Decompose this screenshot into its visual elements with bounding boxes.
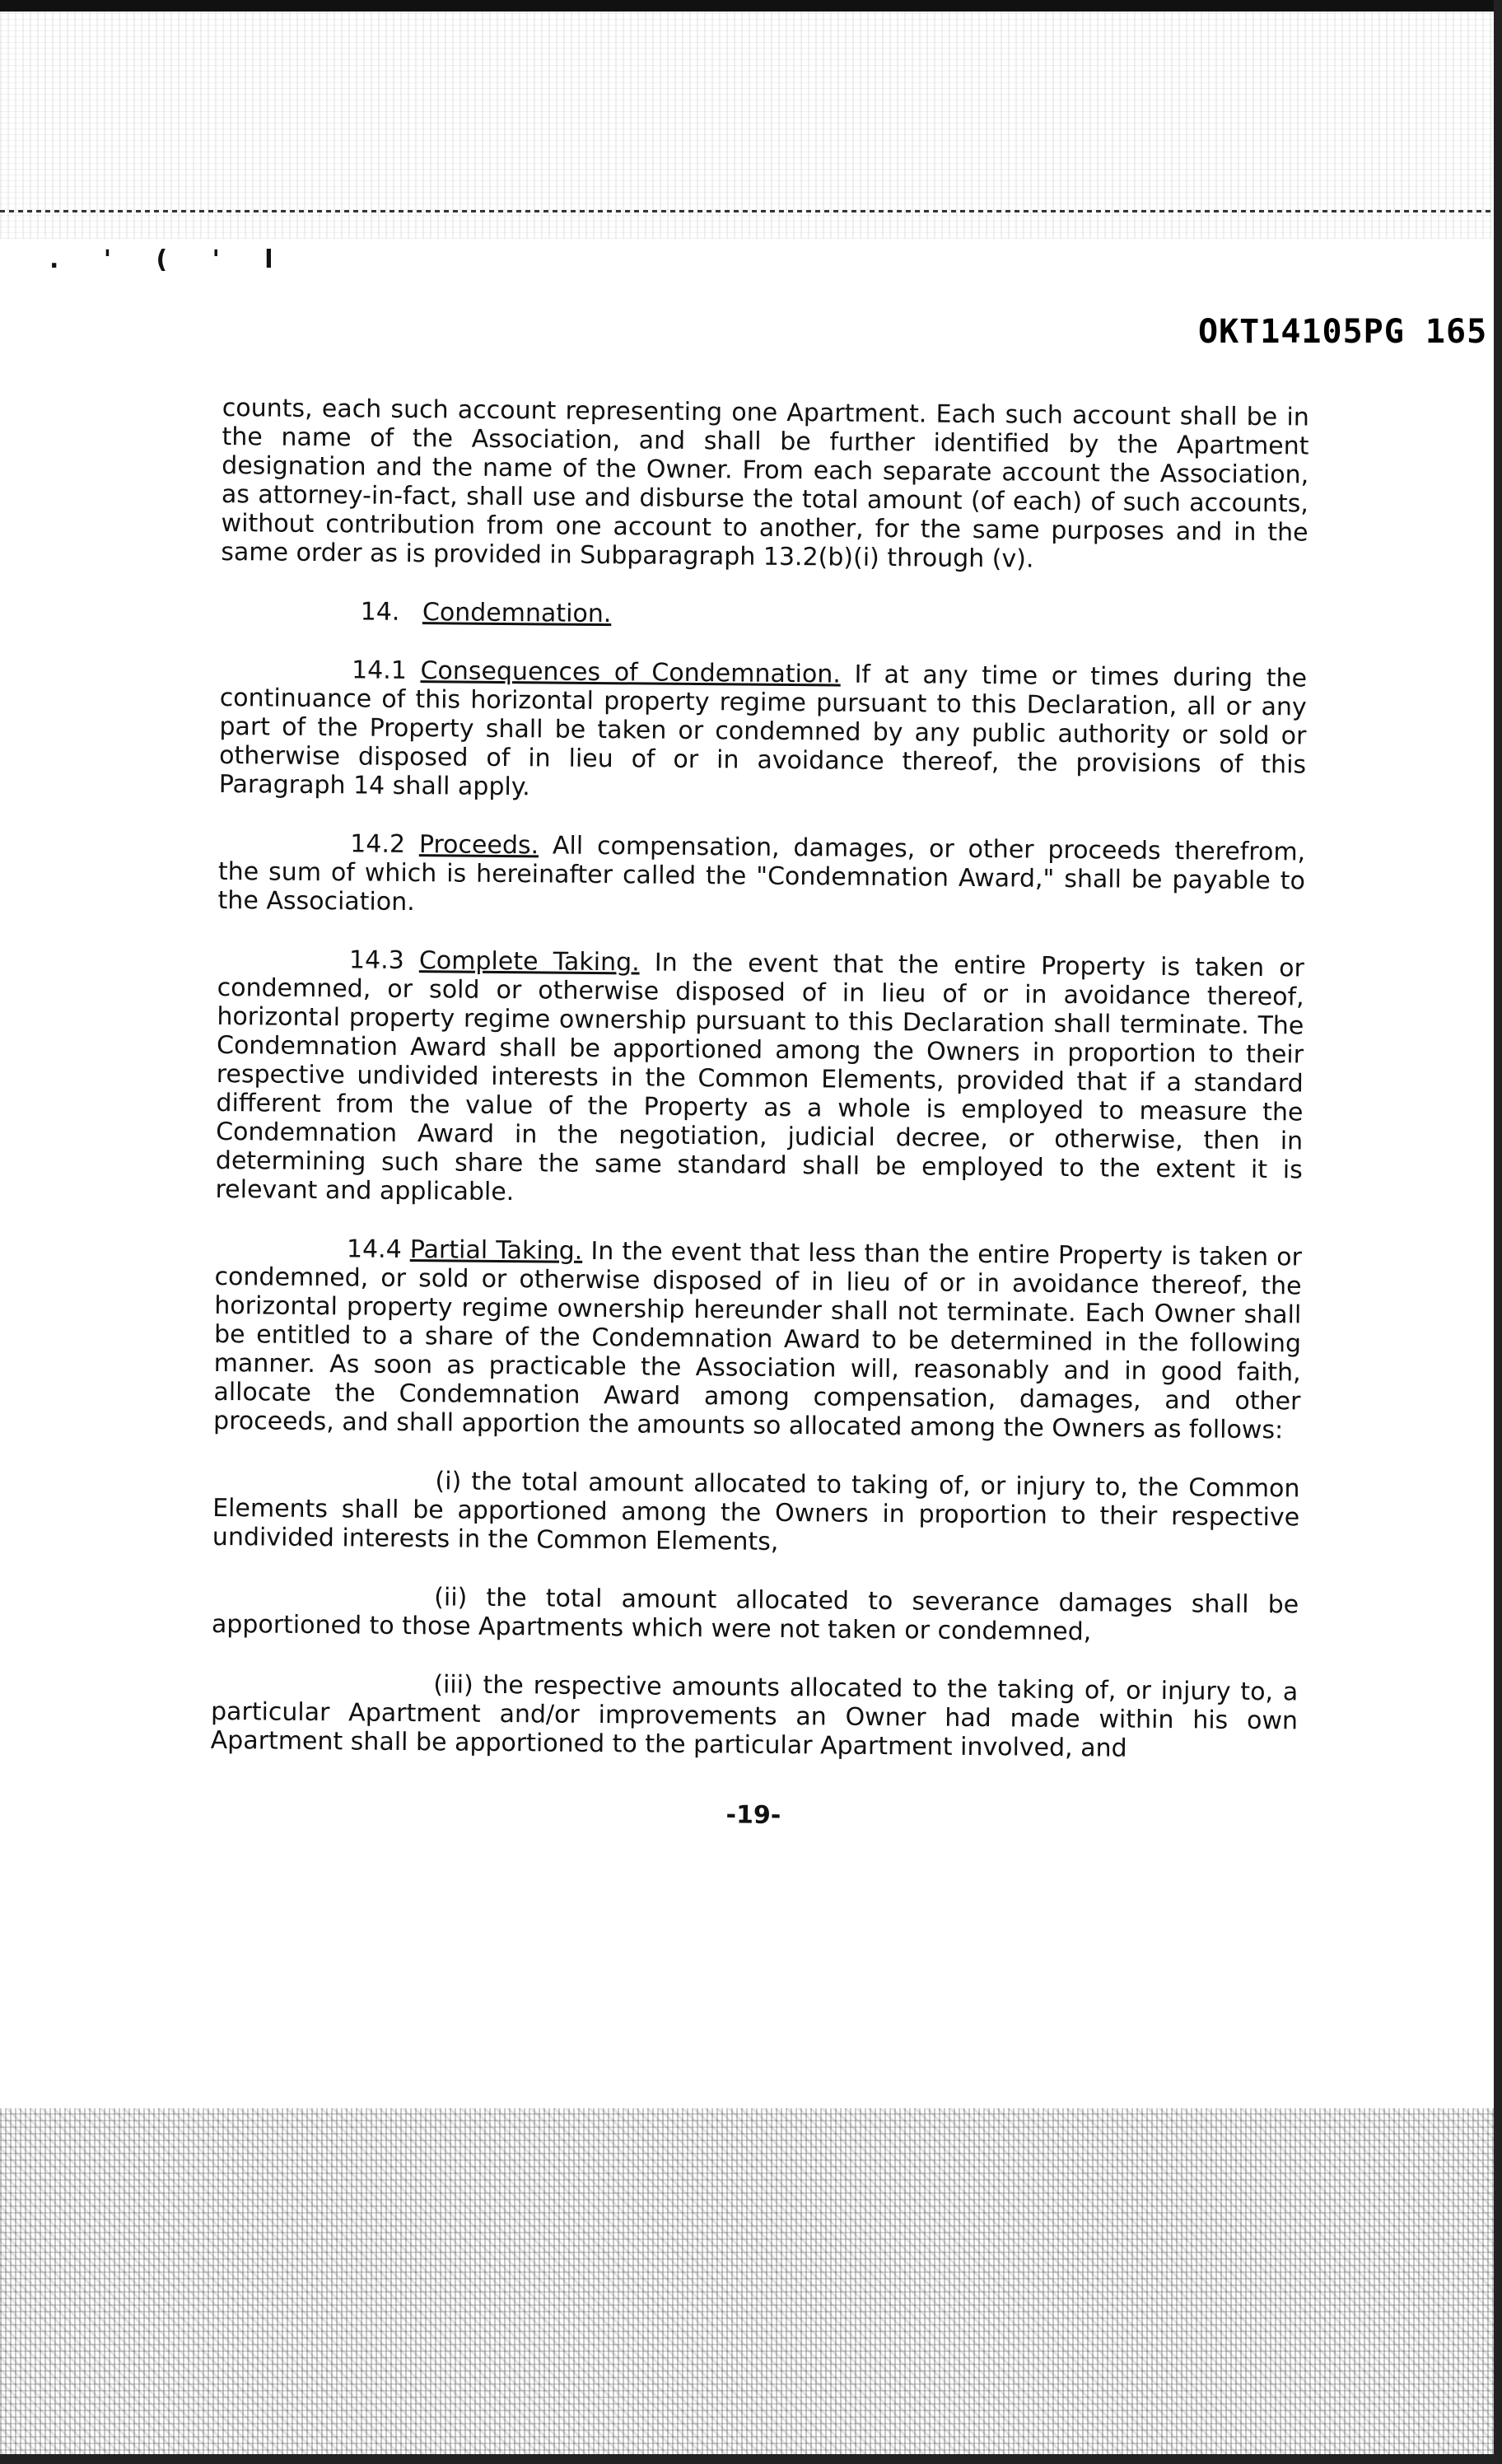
scan-edge-top	[0, 0, 1502, 12]
subsection-14-2	[217, 828, 1305, 925]
list-item-label: (i)	[435, 1467, 462, 1496]
subsection-number: 14.3	[348, 945, 404, 975]
subsection-14-1	[219, 655, 1307, 809]
subsection-title: Partial Taking.	[409, 1235, 583, 1266]
list-item-text: the total amount allocated to severance damages shall be apportioned to those Apartments which were not taken or condemned,	[211, 1583, 1299, 1647]
list-item-text: the total amount allocated to taking of, or injury to, the Common Elements shall be apportioned among the Owners in proportion to their respective undivided interests in the Common Elements,	[212, 1467, 1300, 1556]
subsection-text: In the event that less than the entire Property is taken or condemned, or sold or otherwise disposed of in lieu of or in avoidance thereof, the horizontal property regime ownership hereunder shall not terminate. Each Owner shall be entitled to a share of the Condemnation Award to be determined in the following manner. As soon as practicable the Association will, reasonably and in good faith, allocate the Condemnation Award among compensation, damages, and other proceeds, and shall apportion the amounts so allocated among the Owners as follows:	[212, 1236, 1303, 1445]
intro-paragraph: counts, each such account representing one Apartment. Each such account shall be in the name of the Association, and shall be further identified by the Apartment designation and the name of the Owner. From each separate account the Association, as attorney-in-fact, shall use and disburse the total amount (of each) of such accounts, without contribution from one account to another, for the same purposes and in the same order as is provided in Subparagraph 13.2(b)(i) through (v).	[221, 394, 1309, 574]
book-page-reference: OKT14105PG 165	[1198, 313, 1488, 351]
scan-noise-top	[0, 0, 1502, 239]
stray-marks: . ' ( ' l	[49, 245, 292, 274]
scan-edge-bottom	[0, 2454, 1502, 2464]
scan-edge-right	[1494, 0, 1502, 2464]
section-heading	[221, 596, 1308, 635]
subsection-number: 14.4	[346, 1234, 402, 1264]
list-item-i	[212, 1465, 1300, 1561]
list-item-label: (ii)	[434, 1583, 468, 1612]
subsection-14-4	[213, 1234, 1302, 1445]
scan-noise-bottom	[0, 2108, 1502, 2464]
list-item-iii	[211, 1668, 1299, 1765]
subsection-text: If at any time or times during the continuance of this horizontal property regime pursuant to this Declaration, all or any part of the Property shall be taken or condemned by any public authority or sold or otherwise disposed of in lieu of or in avoidance thereof, the provisions of this Paragraph 14 shall apply.	[218, 660, 1308, 802]
subsection-number: 14.1	[351, 656, 408, 685]
list-item-label: (iii)	[433, 1670, 473, 1700]
document-body	[210, 394, 1309, 1834]
subsection-number: 14.2	[350, 829, 406, 859]
subsection-title: Complete Taking.	[418, 946, 640, 978]
list-item-text: the respective amounts allocated to the taking of, or injury to, a particular Apartment and/or improvements an Owner had made within his own Apartment shall be apportioned to the particular Apartment involved, and	[210, 1670, 1299, 1763]
scan-artifact-line	[0, 210, 1502, 212]
list-item-ii	[212, 1581, 1299, 1649]
page-number: -19-	[725, 1800, 781, 1830]
subsection-14-3	[215, 945, 1304, 1214]
subsection-text: In the event that the entire Property is taken or condemned, or sold or otherwise disposed of in lieu of or in avoidance thereof, horizontal property regime ownership pursuant to this Declaration shall terminate. The Condemnation Award shall be apportioned among the Owners in proportion to their respective undivided interests in the Common Elements, provided that if a standard different from the value of the Property as a whole is employed to measure the Condemnation Award in the negotiation, judicial decree, or otherwise, then in determining such share the same standard shall be employed to the extent it is relevant and applicable.	[215, 948, 1305, 1207]
section-title: Condemnation.	[422, 598, 612, 629]
subsection-title: Proceeds.	[418, 830, 539, 861]
section-number: 14.	[360, 597, 400, 627]
subsection-title: Consequences of Condemnation.	[420, 656, 841, 689]
subsection-text: All compensation, damages, or other proceeds therefrom, the sum of which is hereinafter called the "Condemnation Award," shall be payable to the Association.	[217, 831, 1306, 917]
